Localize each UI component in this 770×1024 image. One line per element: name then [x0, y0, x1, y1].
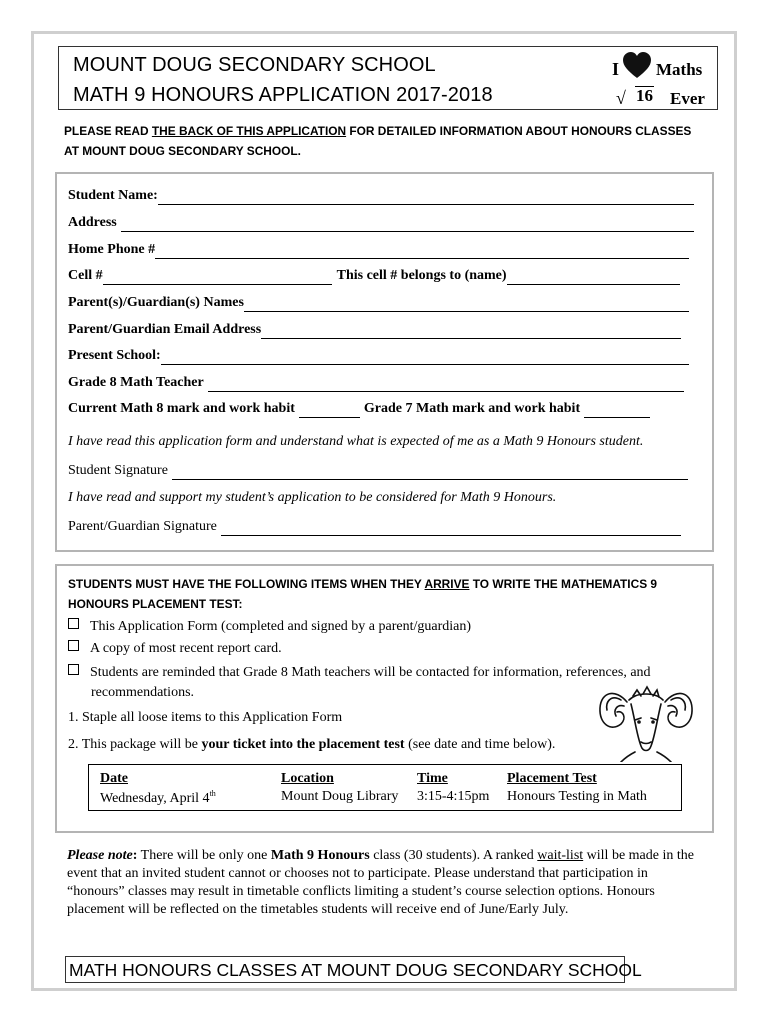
column-header-placement-test: Placement Test: [507, 771, 597, 786]
cell-row: Cell # This cell # belongs to (name): [68, 267, 680, 285]
footer-title: MATH HONOURS CLASSES AT MOUNT DOUG SECONDARY SCHOOL: [65, 956, 625, 983]
checklist-item: Students are reminded that Grade 8 Math teachers will be contacted for information, references, and: [68, 662, 698, 683]
student-name-row: Student Name:: [68, 187, 694, 205]
required-items-heading: STUDENTS MUST HAVE THE FOLLOWING ITEMS WHEN THEY ARRIVE TO WRITE THE MATHEMATICS 9 HONOURS PLACEMENT TEST:: [68, 577, 658, 611]
parent-signature-row: Parent/Guardian Signature: [68, 518, 681, 536]
numbered-item: 2. This package will be your ticket into the placement test (see date and time below).: [68, 737, 556, 752]
i-love-maths-logo: [608, 48, 716, 108]
guardian-names-field[interactable]: [244, 297, 689, 312]
checkbox-icon[interactable]: [68, 618, 79, 629]
back-of-application-link-text: THE BACK OF THIS APPLICATION: [151, 124, 347, 138]
school-title: MOUNT DOUG SECONDARY SCHOOL: [73, 54, 436, 76]
placement-test-schedule: [88, 764, 682, 811]
address-field[interactable]: [121, 217, 694, 232]
application-title: MATH 9 HONOURS APPLICATION 2017-2018: [73, 84, 493, 106]
grade7-mark-field[interactable]: [584, 403, 650, 418]
guardian-names-row: Parent(s)/Guardian(s) Names: [68, 294, 689, 312]
cell-owner-field[interactable]: [507, 270, 680, 285]
guardian-email-row: Parent/Guardian Email Address: [68, 321, 681, 339]
column-header-date: Date: [100, 771, 128, 786]
student-signature-row: Student Signature: [68, 462, 688, 480]
guardian-email-field[interactable]: [261, 324, 681, 339]
checklist-item-continued: recommendations.: [91, 685, 195, 700]
checkbox-icon[interactable]: [68, 664, 79, 675]
column-header-time: Time: [417, 771, 448, 786]
please-note-paragraph: Please note: There will be only one Math 9 Honours class (30 students). A ranked wait-list will be made in the event that an invited student cannot or chooses not to participate. Please understand that participation in “honours” classes may result in timetable conflicts limiting a student’s course selection options. Honours placement will be reflected on the timetables students will receive end of June/Early July.: [67, 848, 694, 917]
test-name: Honours Testing in Math: [507, 789, 647, 804]
student-name-field[interactable]: [158, 190, 694, 205]
cell-field[interactable]: [103, 270, 332, 285]
marks-row: Current Math 8 mark and work habit Grade 7 Math mark and work habit: [68, 400, 650, 418]
student-signature-field[interactable]: [172, 465, 688, 480]
column-header-location: Location: [281, 771, 334, 786]
logo-sixteen: 16: [636, 86, 653, 105]
numbered-item: 1. Staple all loose items to this Application Form: [68, 710, 343, 725]
present-school-row: Present School:: [68, 347, 689, 365]
ram-mascot-icon: [597, 680, 695, 762]
parent-statement: I have read and support my student’s application to be considered for Math 9 Honours.: [68, 490, 557, 505]
test-location: Mount Doug Library: [281, 789, 399, 804]
home-phone-row: Home Phone #: [68, 241, 689, 259]
logo-maths: Maths: [656, 60, 703, 79]
grade8-teacher-row: Grade 8 Math Teacher: [68, 374, 684, 392]
parent-signature-field[interactable]: [221, 521, 681, 536]
grade8-teacher-field[interactable]: [208, 377, 684, 392]
present-school-field[interactable]: [161, 350, 689, 365]
student-statement: I have read this application form and understand what is expected of me as a Math 9 Honours student.: [68, 434, 644, 449]
test-time: 3:15-4:15pm: [417, 789, 490, 804]
read-back-notice: PLEASE READ THE BACK OF THIS APPLICATION FOR DETAILED INFORMATION ABOUT HONOURS CLASSES AT MOUNT DOUG SECONDARY SCHOOL.: [64, 124, 692, 158]
logo-i: I: [612, 59, 620, 79]
address-row: Address: [68, 214, 694, 232]
current-mark-field[interactable]: [299, 403, 360, 418]
test-date: Wednesday, April 4th: [100, 789, 216, 806]
heart-icon: [622, 51, 652, 81]
checklist-item: A copy of most recent report card.: [68, 638, 698, 659]
logo-ever: Ever: [670, 89, 705, 108]
logo-sqrt-symbol: √: [616, 88, 626, 108]
checkbox-icon[interactable]: [68, 640, 79, 651]
home-phone-field[interactable]: [155, 244, 689, 259]
checklist-item: This Application Form (completed and signed by a parent/guardian): [68, 616, 698, 637]
